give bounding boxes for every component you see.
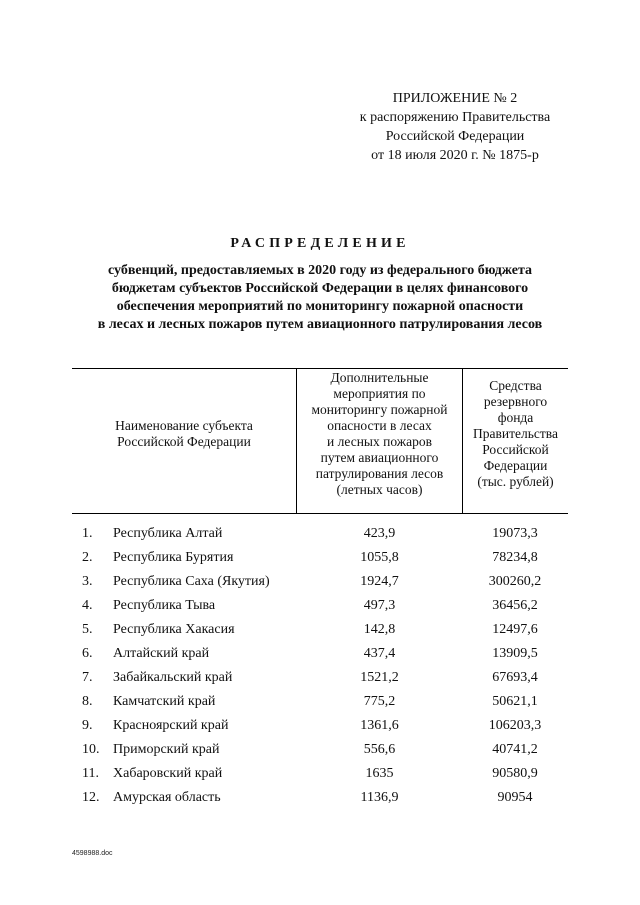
appendix-reference: к распоряжению Правительства	[359, 110, 551, 125]
table-row	[0, 738, 640, 762]
header-hours-line: мероприятия по	[333, 386, 426, 401]
row-number: 3.	[82, 574, 93, 589]
table-row	[0, 546, 640, 570]
reserve-fund-amount: 106203,3	[488, 718, 542, 733]
table-top-rule	[72, 368, 568, 369]
document-title: РАСПРЕДЕЛЕНИЕ	[230, 236, 410, 251]
header-fund-line: фонда	[497, 410, 534, 425]
table-row	[0, 618, 640, 642]
reserve-fund-amount: 50621,1	[492, 694, 538, 709]
table-row	[0, 666, 640, 690]
region-name: Республика Алтай	[113, 526, 223, 541]
footer-file-id: 4598988.doc	[72, 850, 113, 857]
table-row	[0, 642, 640, 666]
reserve-fund-amount: 19073,3	[492, 526, 538, 541]
flight-hours: 437,4	[363, 646, 396, 661]
header-region-line: Наименование субъекта	[115, 418, 253, 433]
header-hours-line: патрулирования лесов	[315, 466, 444, 481]
table-row	[0, 714, 640, 738]
flight-hours: 497,3	[363, 598, 396, 613]
header-hours-line: и лесных пожаров	[327, 434, 432, 449]
flight-hours: 1136,9	[360, 790, 399, 805]
header-hours-line: мониторингу пожарной	[311, 402, 448, 417]
subtitle-line: бюджетам субъектов Российской Федерации в целях финансового	[111, 281, 529, 296]
table-row	[0, 690, 640, 714]
document-subtitle	[40, 262, 600, 334]
appendix-number: ПРИЛОЖЕНИЕ № 2	[392, 91, 518, 106]
flight-hours: 775,2	[363, 694, 396, 709]
header-region-line: Российской Федерации	[117, 434, 251, 449]
row-number: 5.	[82, 622, 93, 637]
region-name: Алтайский край	[113, 646, 210, 661]
flight-hours: 1924,7	[360, 574, 399, 589]
row-number: 7.	[82, 670, 93, 685]
flight-hours: 556,6	[363, 742, 396, 757]
region-name: Камчатский край	[113, 694, 216, 709]
header-fund	[463, 378, 568, 490]
row-number: 10.	[82, 742, 100, 757]
region-name: Республика Тыва	[113, 598, 216, 613]
header-hours-line: опасности в лесах	[327, 418, 432, 433]
header-region	[72, 418, 296, 450]
reserve-fund-amount: 36456,2	[492, 598, 538, 613]
reserve-fund-amount: 40741,2	[492, 742, 538, 757]
header-fund-line: резервного	[483, 394, 548, 409]
region-name: Красноярский край	[113, 718, 229, 733]
header-fund-line: Федерации	[483, 458, 548, 473]
table-row	[0, 786, 640, 810]
region-name: Приморский край	[113, 742, 220, 757]
appendix-authority: Российской Федерации	[385, 129, 525, 144]
header-hours-line: (летных часов)	[336, 482, 423, 497]
region-name: Республика Бурятия	[113, 550, 234, 565]
flight-hours: 1635	[365, 766, 394, 781]
flight-hours: 1361,6	[360, 718, 399, 733]
header-fund-line: Российской	[482, 442, 549, 457]
region-name: Хабаровский край	[113, 766, 223, 781]
table-header-bottom-rule	[72, 513, 568, 514]
header-fund-line: (тыс. рублей)	[477, 474, 554, 489]
row-number: 4.	[82, 598, 93, 613]
flight-hours: 1521,2	[360, 670, 399, 685]
reserve-fund-amount: 300260,2	[488, 574, 542, 589]
row-number: 6.	[82, 646, 93, 661]
table-row	[0, 594, 640, 618]
header-hours-line: путем авиационного	[320, 450, 439, 465]
table-row	[0, 522, 640, 546]
row-number: 1.	[82, 526, 93, 541]
region-name: Амурская область	[113, 790, 221, 805]
row-number: 11.	[82, 766, 99, 781]
subtitle-line: в лесах и лесных пожаров путем авиационного патрулирования лесов	[97, 317, 543, 332]
row-number: 12.	[82, 790, 100, 805]
header-fund-line: Средства	[489, 378, 542, 393]
row-number: 8.	[82, 694, 93, 709]
reserve-fund-amount: 13909,5	[492, 646, 538, 661]
row-number: 9.	[82, 718, 93, 733]
subtitle-line: обеспечения мероприятий по мониторингу пожарной опасности	[116, 299, 524, 314]
region-name: Забайкальский край	[113, 670, 233, 685]
region-name: Республика Саха (Якутия)	[113, 574, 270, 589]
flight-hours: 142,8	[363, 622, 396, 637]
reserve-fund-amount: 90580,9	[492, 766, 538, 781]
reserve-fund-amount: 67693,4	[492, 670, 538, 685]
reserve-fund-amount: 90954	[497, 790, 533, 805]
appendix-block	[330, 89, 580, 165]
table-row	[0, 570, 640, 594]
header-fund-line: Правительства	[473, 426, 558, 441]
row-number: 2.	[82, 550, 93, 565]
reserve-fund-amount: 78234,8	[492, 550, 538, 565]
appendix-date: от 18 июля 2020 г. № 1875-р	[371, 148, 539, 163]
header-hours	[297, 370, 462, 498]
header-hours-line: Дополнительные	[330, 370, 429, 385]
reserve-fund-amount: 12497,6	[492, 622, 538, 637]
table-row	[0, 762, 640, 786]
flight-hours: 1055,8	[360, 550, 399, 565]
region-name: Республика Хакасия	[113, 622, 235, 637]
flight-hours: 423,9	[363, 526, 396, 541]
subtitle-line: субвенций, предоставляемых в 2020 году из федерального бюджета	[108, 263, 532, 278]
